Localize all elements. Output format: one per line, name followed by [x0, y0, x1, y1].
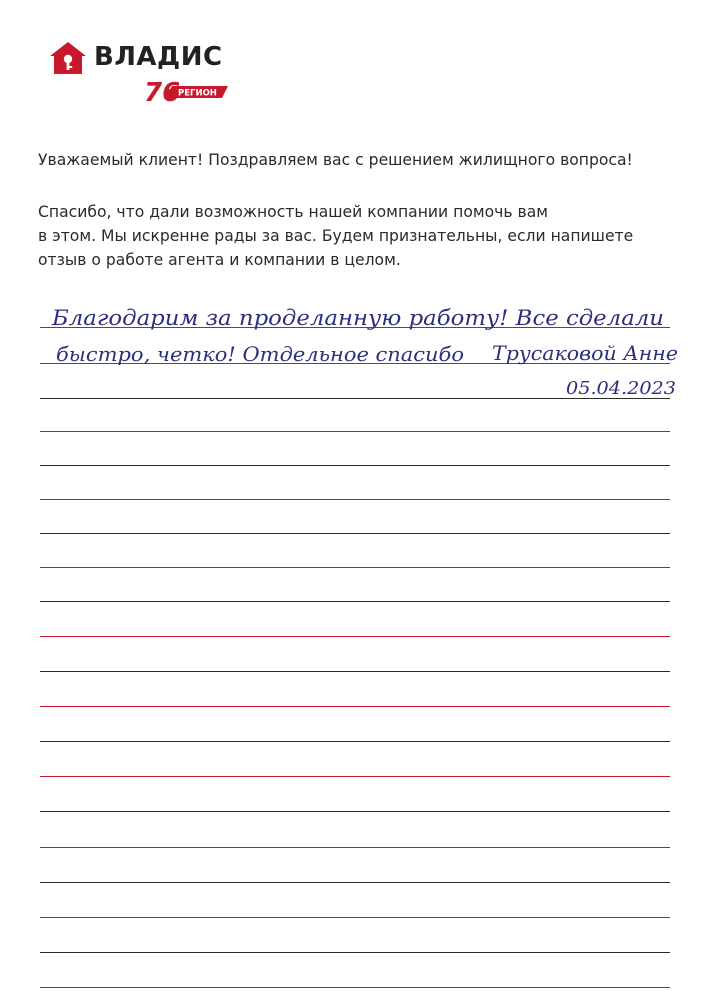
request-line-3: отзыв о работе агента и компании в целом.: [38, 251, 401, 269]
review-signature-name: Трусаковой Анне: [492, 341, 678, 365]
review-line-2: быстро, четко! Отдельное спасибо: [56, 342, 464, 366]
review-line-1: Благодарим за проделанную работу! Все сделали: [50, 306, 665, 330]
logo-brand-name: ВЛАДИС: [94, 42, 223, 72]
request-line-1: Спасибо, что дали возможность нашей компании помочь вам: [38, 203, 549, 221]
greeting-line: Уважаемый клиент! Поздравляем вас с решением жилищного вопроса!: [38, 151, 633, 169]
review-date: 05.04.2023: [566, 378, 676, 399]
request-line-2: в этом. Мы искренне рады за вас. Будем признательны, если напишете: [38, 227, 634, 245]
region-word: РЕГИОН: [178, 88, 217, 99]
region-number: 76: [144, 78, 181, 106]
